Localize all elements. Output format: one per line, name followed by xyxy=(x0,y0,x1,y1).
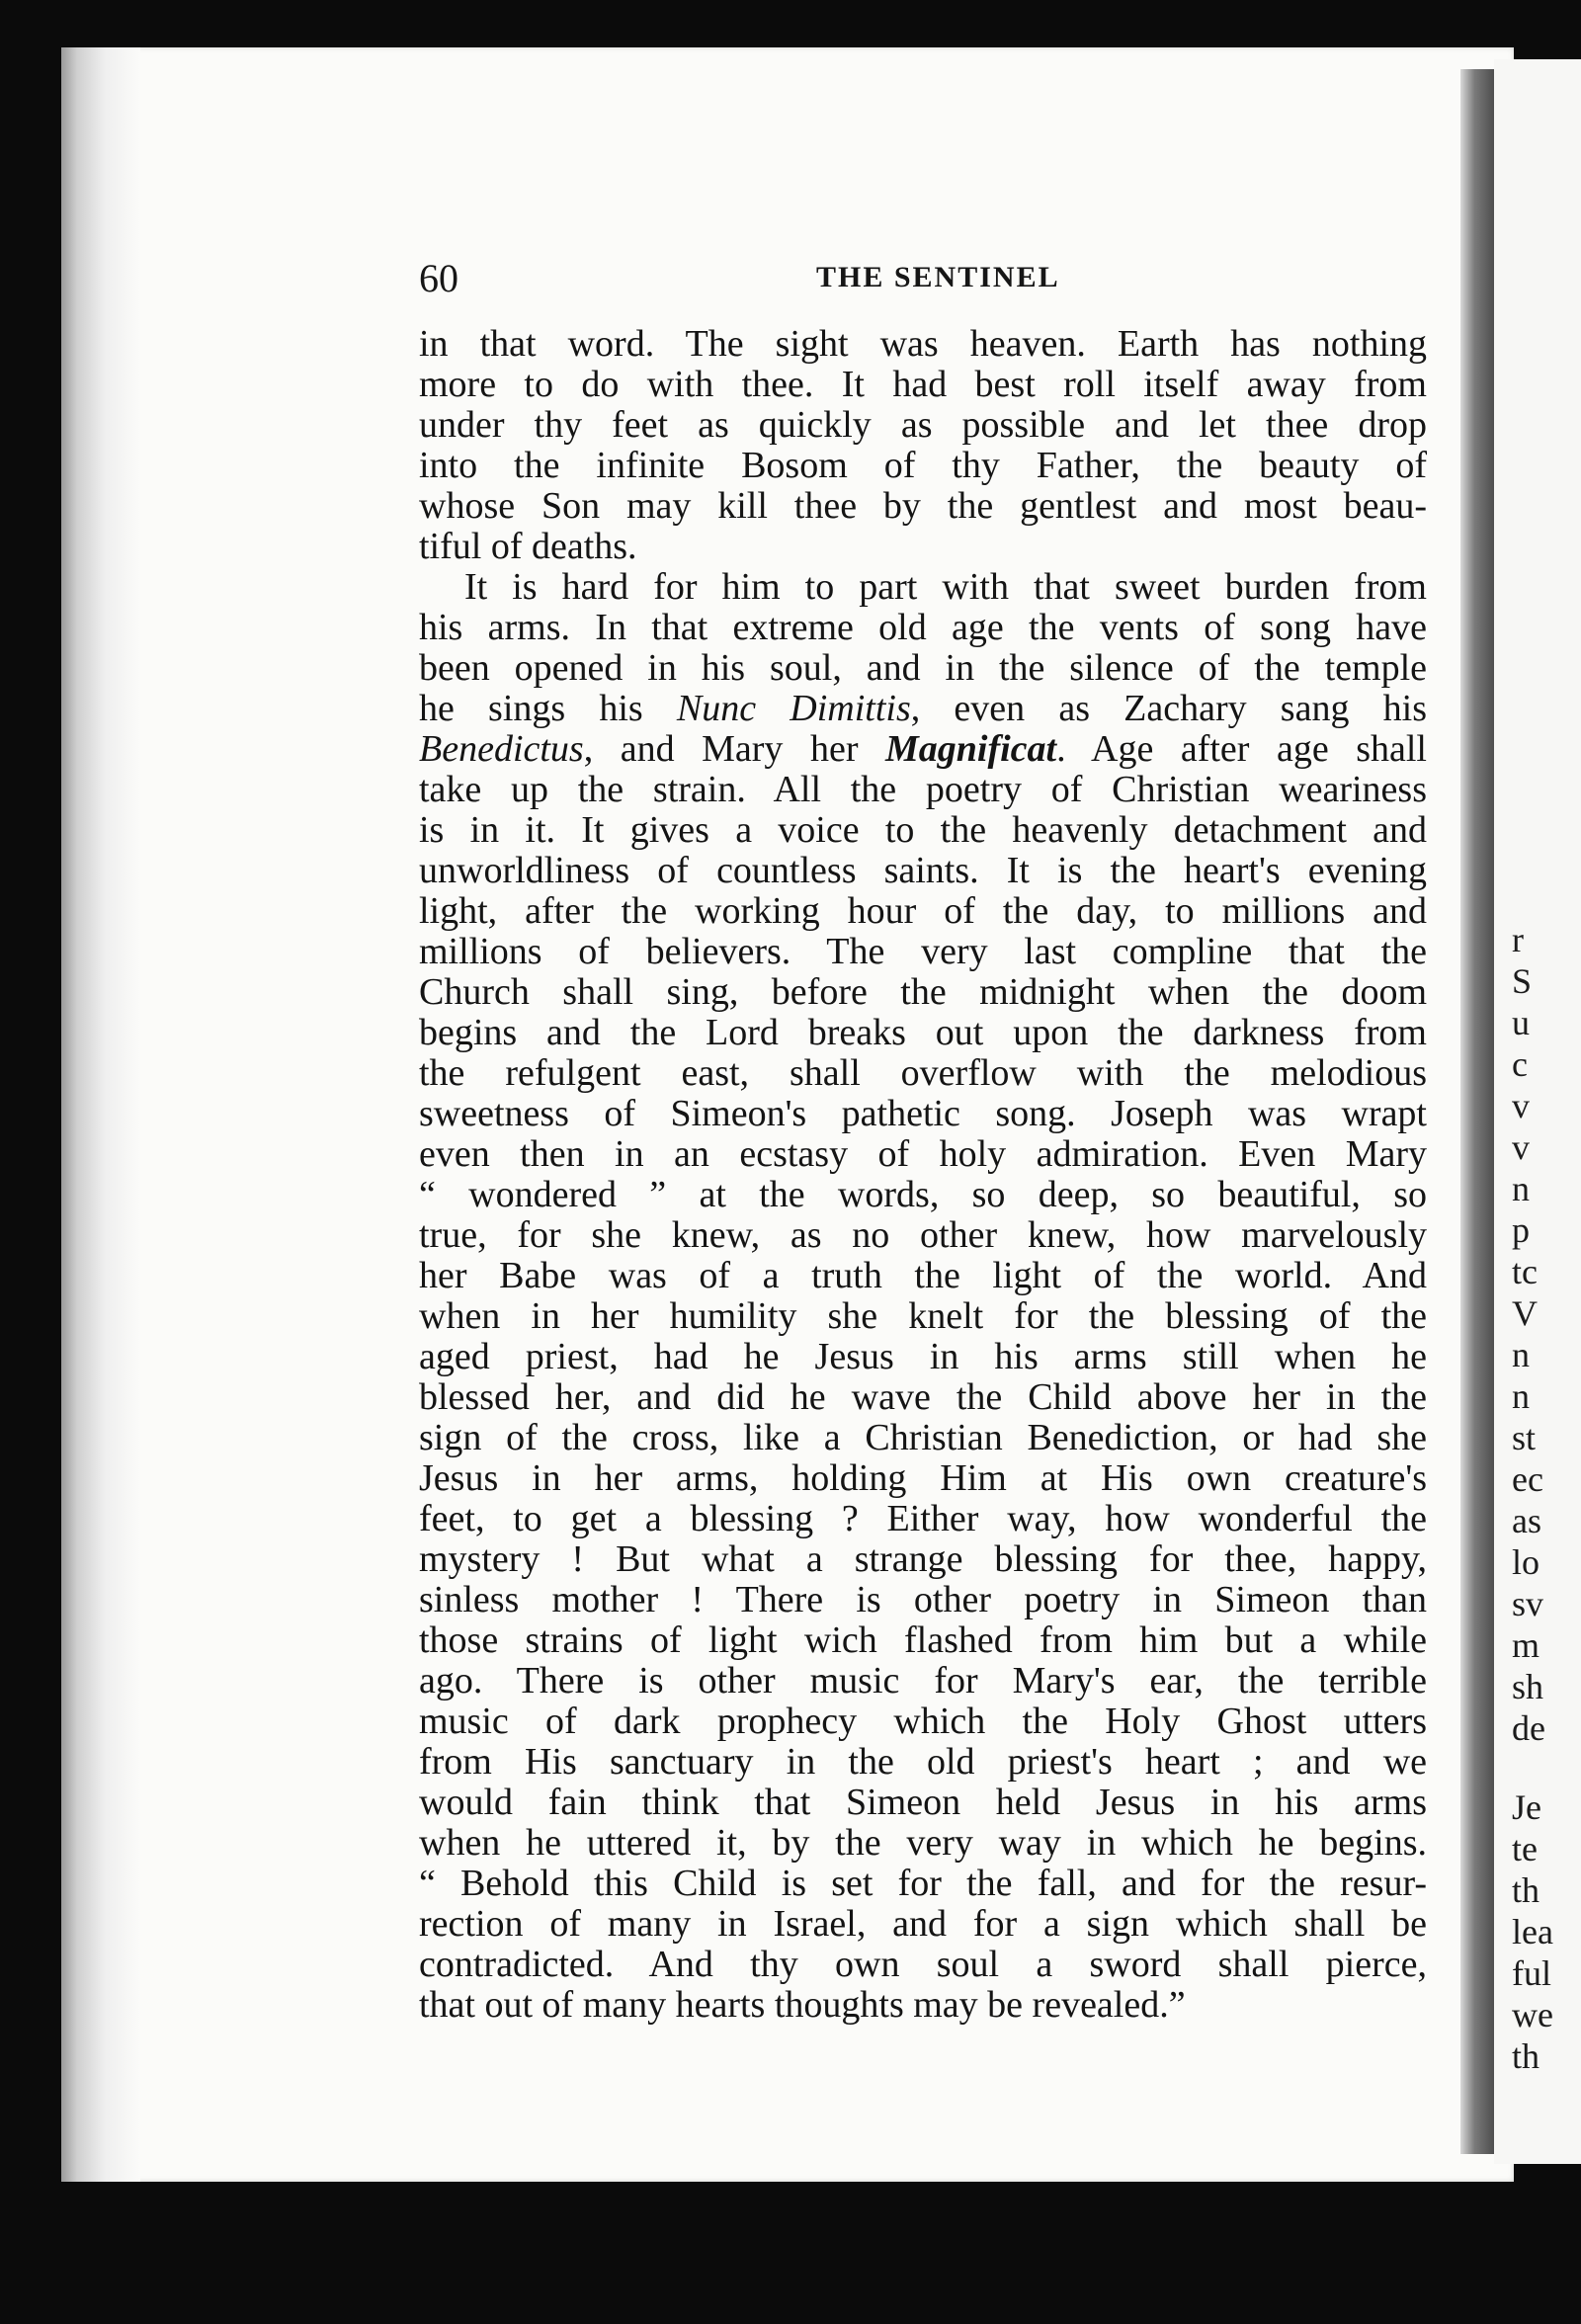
facing-page-fragment: ec xyxy=(1512,1459,1543,1499)
text-line: sinless mother ! There is other poetry in Simeon than xyxy=(419,1579,1427,1620)
page-fore-edge-shadow xyxy=(1460,69,1496,2154)
facing-page-fragment: as xyxy=(1512,1501,1541,1540)
text-line: aged priest, had he Jesus in his arms still when he xyxy=(419,1336,1427,1377)
facing-page-fragment: de xyxy=(1512,1708,1545,1748)
text-run: he sings his xyxy=(419,688,677,729)
text-line: from His sanctuary in the old priest's heart ; and we xyxy=(419,1741,1427,1783)
facing-page-fragment: lea xyxy=(1512,1912,1553,1951)
body-text xyxy=(419,324,1427,2026)
text-line: “ Behold this Child is set for the fall, and for the resur- xyxy=(419,1863,1427,1904)
text-line: music of dark prophecy which the Holy Ghost utters xyxy=(419,1701,1427,1742)
text-line xyxy=(419,729,1427,770)
facing-page-fragment: tc xyxy=(1512,1252,1538,1291)
text-line: the refulgent east, shall overflow with the melodious xyxy=(419,1052,1427,1094)
text-line: take up the strain. All the poetry of Christian weariness xyxy=(419,769,1427,810)
facing-page-fragment: ful xyxy=(1512,1953,1551,1993)
text-line: under thy feet as quickly as possible and let thee drop xyxy=(419,404,1427,446)
text-line: true, for she knew, as no other knew, how marvelously xyxy=(419,1214,1427,1256)
text-line: is in it. It gives a voice to the heavenly detachment and xyxy=(419,809,1427,851)
text-line: when in her humility she knelt for the blessing of the xyxy=(419,1295,1427,1337)
facing-page-fragment: st xyxy=(1512,1418,1537,1457)
italic-title-magnificat: Magnificat xyxy=(884,728,1057,770)
page-gutter-shadow xyxy=(61,47,140,2182)
facing-page-edge xyxy=(1494,59,1581,2164)
facing-page-fragment: u xyxy=(1512,1003,1530,1042)
facing-page-fragment: V xyxy=(1512,1293,1538,1333)
page-number: 60 xyxy=(419,256,458,300)
text-line: his arms. In that extreme old age the vents of song have xyxy=(419,607,1427,648)
facing-page-fragment: te xyxy=(1512,1829,1538,1868)
facing-page-fragment: th xyxy=(1512,1870,1540,1910)
facing-page-fragment: sh xyxy=(1512,1667,1544,1706)
text-line: unworldliness of countless saints. It is the heart's evening xyxy=(419,850,1427,891)
text-line: feet, to get a blessing ? Either way, how wonderful the xyxy=(419,1498,1427,1539)
italic-title-nunc-dimittis: Nunc Dimittis xyxy=(676,688,911,729)
text-line: those strains of light wich flashed from him but a while xyxy=(419,1619,1427,1661)
page-header xyxy=(419,255,1427,304)
facing-page-fragment: r xyxy=(1512,920,1524,959)
text-line xyxy=(419,689,1427,729)
text-line: sign of the cross, like a Christian Benediction, or had she xyxy=(419,1417,1427,1458)
text-line: millions of believers. The very last compline that the xyxy=(419,931,1427,972)
text-line: Jesus in her arms, holding Him at His own creature's xyxy=(419,1457,1427,1499)
text-line: light, after the working hour of the day, to millions and xyxy=(419,890,1427,932)
text-line: sweetness of Simeon's pathetic song. Joseph was wrapt xyxy=(419,1093,1427,1134)
text-line: her Babe was of a truth the light of the world. And xyxy=(419,1255,1427,1296)
text-line: in that word. The sight was heaven. Earth has nothing xyxy=(419,323,1427,365)
facing-page-fragment: n xyxy=(1512,1376,1530,1416)
text-run: . Age after age shall xyxy=(1056,728,1427,770)
facing-page-fragment: sv xyxy=(1512,1584,1544,1623)
text-line: when he uttered it, by the very way in which he begins. xyxy=(419,1822,1427,1864)
facing-page-fragment: Je xyxy=(1512,1787,1541,1827)
text-line: mystery ! But what a strange blessing for thee, happy, xyxy=(419,1538,1427,1580)
italic-title-benedictus: Benedictus xyxy=(419,728,584,770)
facing-page-fragment: v xyxy=(1512,1127,1530,1167)
text-line: blessed her, and did he wave the Child above her in the xyxy=(419,1376,1427,1418)
facing-page-fragment: c xyxy=(1512,1044,1528,1084)
running-head: THE SENTINEL xyxy=(816,261,1060,293)
text-line: whose Son may kill thee by the gentlest and most beau- xyxy=(419,485,1427,527)
facing-page-fragment: n xyxy=(1512,1335,1530,1374)
text-line: that out of many hearts thoughts may be revealed.” xyxy=(419,1984,1186,2026)
text-line: would fain think that Simeon held Jesus in his arms xyxy=(419,1782,1427,1823)
text-line: into the infinite Bosom of thy Father, the beauty of xyxy=(419,445,1427,486)
facing-page-fragment: v xyxy=(1512,1086,1530,1125)
facing-page-fragment: n xyxy=(1512,1169,1530,1208)
facing-page-fragment: p xyxy=(1512,1210,1530,1250)
text-line: even then in an ecstasy of holy admiration. Even Mary xyxy=(419,1133,1427,1175)
text-line: Church shall sing, before the midnight when the doom xyxy=(419,971,1427,1013)
facing-page-fragment: lo xyxy=(1512,1542,1540,1582)
text-line: begins and the Lord breaks out upon the darkness from xyxy=(419,1012,1427,1053)
text-line: been opened in his soul, and in the silence of the temple xyxy=(419,647,1427,689)
facing-page-fragment: m xyxy=(1512,1625,1540,1665)
text-run: , even as Zachary sang his xyxy=(910,688,1427,729)
facing-page-fragment: S xyxy=(1512,961,1533,1001)
paragraph-first-line: It is hard for him to part with that sweet burden from xyxy=(464,566,1427,608)
text-line: ago. There is other music for Mary's ear, the terrible xyxy=(419,1660,1427,1702)
text-line: “ wondered ” at the words, so deep, so beautiful, so xyxy=(419,1174,1427,1215)
text-line: tiful of deaths. xyxy=(419,526,637,567)
text-line: rection of many in Israel, and for a sign which shall be xyxy=(419,1903,1427,1945)
text-line: contradicted. And thy own soul a sword shall pierce, xyxy=(419,1944,1427,1985)
facing-page-fragment: th xyxy=(1512,2036,1540,2076)
facing-page-fragment: we xyxy=(1512,1995,1553,2034)
text-line: more to do with thee. It had best roll itself away from xyxy=(419,364,1427,405)
text-run: , and Mary her xyxy=(583,728,885,770)
